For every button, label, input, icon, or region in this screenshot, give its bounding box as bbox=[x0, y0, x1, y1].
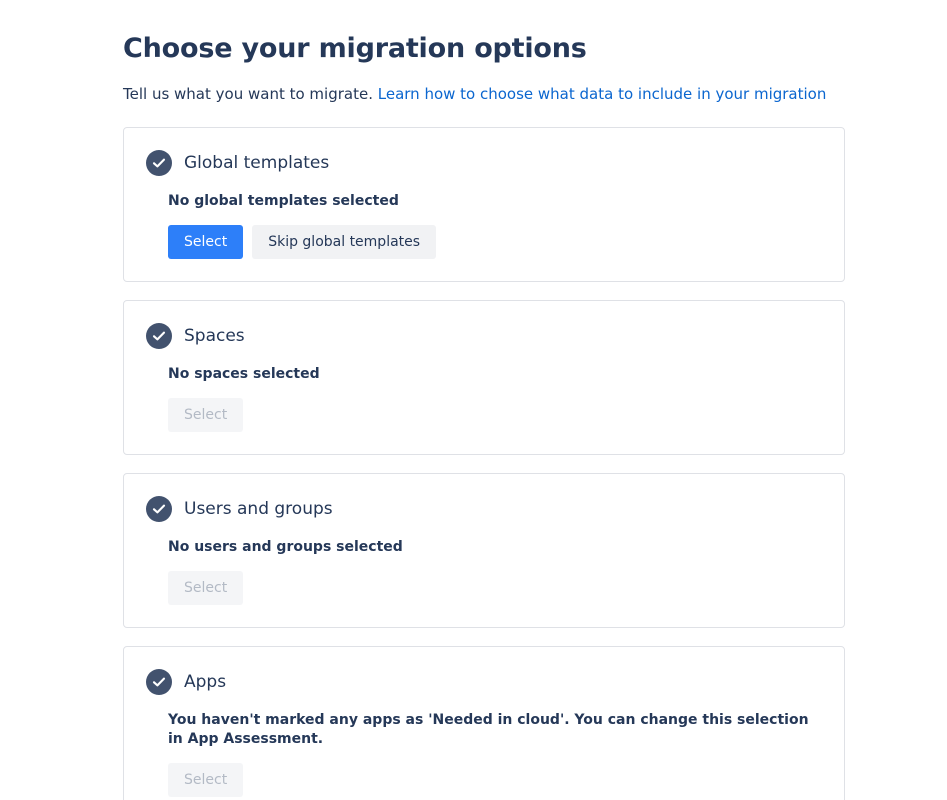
card-actions bbox=[168, 571, 822, 605]
select-button[interactable]: Select bbox=[168, 225, 243, 259]
card-actions bbox=[168, 398, 822, 432]
check-circle-icon bbox=[146, 323, 172, 349]
card-actions bbox=[168, 225, 822, 259]
page-subtitle bbox=[123, 84, 883, 104]
subtitle-text: Tell us what you want to migrate. bbox=[123, 85, 373, 103]
card-global-templates bbox=[123, 127, 845, 282]
card-status: You haven't marked any apps as 'Needed in cloud'. You can change this selection in App Assessment. bbox=[168, 712, 809, 747]
check-circle-icon bbox=[146, 496, 172, 522]
card-header bbox=[146, 150, 822, 176]
page-content bbox=[123, 30, 883, 800]
select-button[interactable]: Select bbox=[168, 763, 243, 797]
card-apps bbox=[123, 646, 845, 800]
card-actions bbox=[168, 763, 822, 797]
page-title: Choose your migration options bbox=[123, 33, 587, 64]
migration-option-cards bbox=[123, 127, 883, 800]
card-title: Global templates bbox=[184, 153, 330, 173]
card-header bbox=[146, 669, 822, 695]
check-circle-icon bbox=[146, 669, 172, 695]
card-header bbox=[146, 496, 822, 522]
card-title: Apps bbox=[184, 672, 227, 692]
card-users-and-groups bbox=[123, 473, 845, 628]
check-circle-icon bbox=[146, 150, 172, 176]
card-title: Users and groups bbox=[184, 499, 333, 519]
card-spaces bbox=[123, 300, 845, 455]
card-status: No spaces selected bbox=[168, 366, 320, 382]
skip-global-templates-button[interactable]: Skip global templates bbox=[252, 225, 436, 259]
select-button[interactable]: Select bbox=[168, 571, 243, 605]
card-header bbox=[146, 323, 822, 349]
select-button[interactable]: Select bbox=[168, 398, 243, 432]
card-title: Spaces bbox=[184, 326, 245, 346]
learn-more-link[interactable]: Learn how to choose what data to include in your migration bbox=[377, 85, 827, 103]
card-status: No global templates selected bbox=[168, 193, 399, 209]
card-status: No users and groups selected bbox=[168, 539, 403, 555]
